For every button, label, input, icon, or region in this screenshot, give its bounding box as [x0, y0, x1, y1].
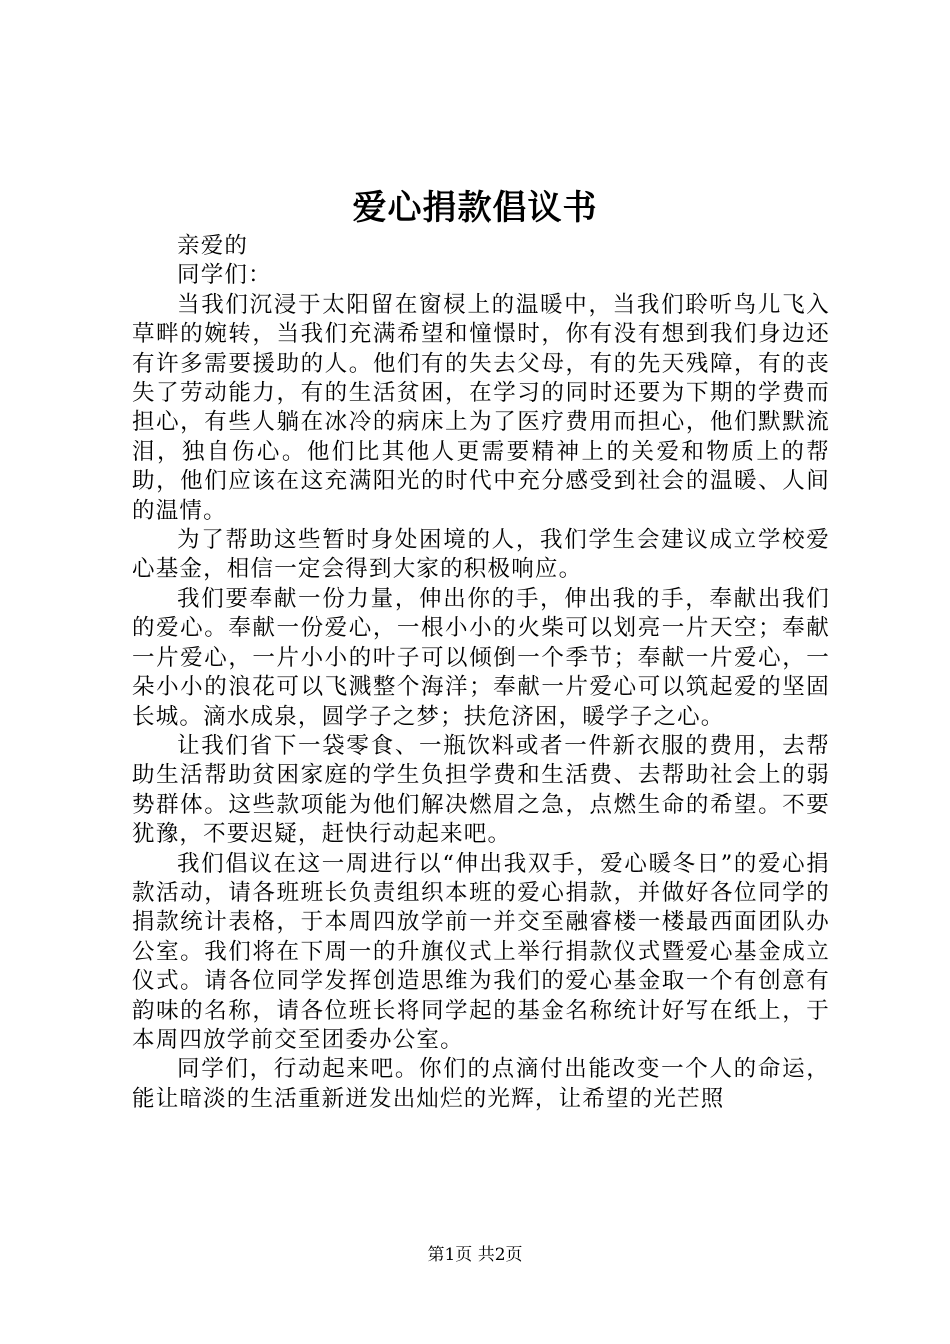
paragraph: 当我们沉浸于太阳留在窗棂上的温暖中，当我们聆听鸟儿飞入草畔的婉转，当我们充满希望和憧憬时，你有没有想到我们身边还有许多需要援助的人。他们有的失去父母，有的先天残障，有的丧失了劳动能力，有的生活贫困，在学习的同时还要为下期的学费而担心，有些人躺在冰冷的病床上为了医疗费用而担心，他们默默流泪，独自伤心。他们比其他人更需要精神上的关爱和物质上的帮助，他们应该在这充满阳光的时代中充分感受到社会的温暖、人间的温情。	[132, 291, 830, 524]
page-footer: 第1页 共2页	[427, 1245, 523, 1265]
salutation-line-2: 同学们：	[177, 262, 272, 289]
document-title: 爱心捐款倡议书	[352, 188, 598, 228]
paragraph: 我们倡议在这一周进行以“伸出我双手，爱心暖冬日”的爱心捐款活动，请各班班长负责组织本班的爱心捐款，并做好各位同学的捐款统计表格，于本周四放学前一并交至融睿楼一楼最西面团队办公室。我们将在下周一的升旗仪式上举行捐款仪式暨爱心基金成立仪式。请各位同学发挥创造思维为我们的爱心基金取一个有创意有韵味的名称，请各位班长将同学起的基金名称统计好写在纸上，于本周四放学前交至团委办公室。	[132, 850, 830, 1053]
paragraph: 同学们，行动起来吧。你们的点滴付出能改变一个人的命运，能让暗淡的生活重新迸发出灿烂的光辉，让希望的光芒照	[132, 1056, 830, 1112]
paragraph: 我们要奉献一份力量，伸出你的手，伸出我的手，奉献出我们的爱心。奉献一份爱心，一根小小的火柴可以划亮一片天空；奉献一片爱心，一片小小的叶子可以倾倒一个季节；奉献一片爱心，一朵小小的浪花可以飞溅整个海洋；奉献一片爱心可以筑起爱的坚固长城。滴水成泉，圆学子之梦；扶危济困，暖学子之心。	[132, 585, 830, 730]
document-body	[132, 232, 830, 1114]
salutation-line-1: 亲爱的	[177, 233, 249, 259]
paragraph: 为了帮助这些暂时身处困境的人，我们学生会建议成立学校爱心基金，相信一定会得到大家的积极响应。	[132, 527, 830, 583]
paragraph: 让我们省下一袋零食、一瓶饮料或者一件新衣服的费用，去帮助生活帮助贫困家庭的学生负担学费和生活费、去帮助社会上的弱势群体。这些款项能为他们解决燃眉之急，点燃生命的希望。不要犹豫，不要迟疑，赶快行动起来吧。	[132, 732, 830, 848]
